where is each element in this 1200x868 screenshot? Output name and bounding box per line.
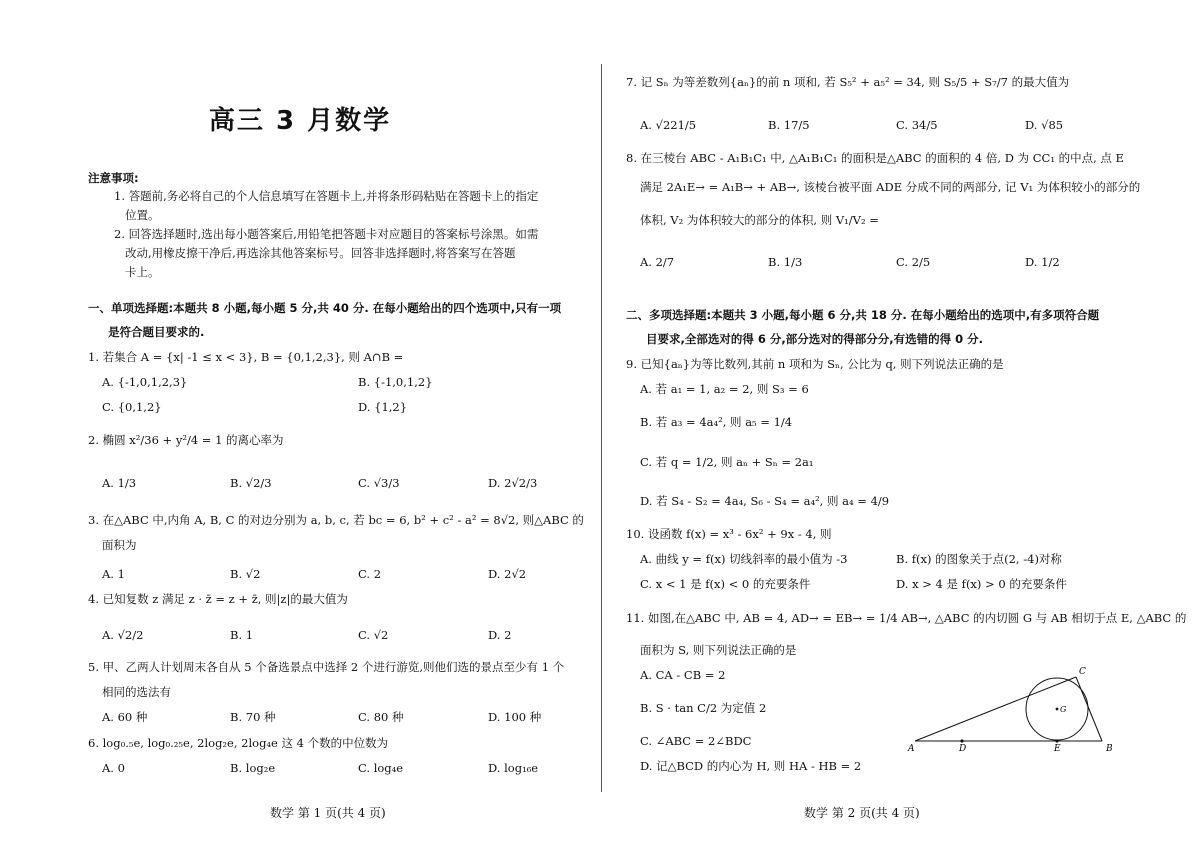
page-2 bbox=[604, 0, 1200, 868]
q8-stem-cont: 满足 2A₁E→ = A₁B→ + AB→, 该棱台被平面 ADE 分成不同的两部分, 记 V₁ 为体积较小的部分的 bbox=[640, 180, 1141, 194]
q8-option-a: A. 2/7 bbox=[640, 255, 675, 269]
section-1-header: 一、单项选择题:本题共 8 小题,每小题 5 分,共 40 分. 在每小题给出的四个选项中,只有一项 bbox=[88, 301, 562, 315]
q7-option-d: D. √85 bbox=[1025, 118, 1064, 132]
q6-option-c: C. log₄e bbox=[358, 761, 404, 775]
q7-option-a: A. √221/5 bbox=[640, 118, 697, 132]
q3-option-d: D. 2√2 bbox=[488, 567, 527, 581]
q5-option-c: C. 80 种 bbox=[358, 710, 404, 724]
q2-stem: 2. 椭圆 x²/36 + y²/4 = 1 的离心率为 bbox=[88, 433, 284, 447]
q2-option-a: A. 1/3 bbox=[102, 476, 137, 490]
page-divider bbox=[601, 64, 602, 792]
q3-option-a: A. 1 bbox=[102, 567, 125, 581]
notice-line: 位置。 bbox=[125, 208, 160, 222]
q6-option-a: A. 0 bbox=[102, 761, 125, 775]
exam-title: 高三 3 月数学 bbox=[208, 106, 392, 136]
q3-stem: 3. 在△ABC 中,内角 A, B, C 的对边分别为 a, b, c, 若 bc = 6, b² + c² - a² = 8√2, 则△ABC 的 bbox=[88, 513, 584, 527]
q5-stem: 5. 甲、乙两人计划周末各自从 5 个备选景点中选择 2 个进行游览,则他们选的景点至少有 1 个 bbox=[88, 660, 565, 674]
q1-option-c: C. {0,1,2} bbox=[102, 400, 162, 414]
q5-option-d: D. 100 种 bbox=[488, 710, 542, 724]
q9-option-d: D. 若 S₄ - S₂ = 4a₄, S₆ - S₄ = a₄², 则 a₄ = 4/9 bbox=[640, 494, 890, 508]
q11-option-d: D. 记△BCD 的内心为 H, 则 HA - HB = 2 bbox=[640, 759, 862, 773]
q2-option-b: B. √2/3 bbox=[230, 476, 272, 490]
q8-stem: 8. 在三棱台 ABC - A₁B₁C₁ 中, △A₁B₁C₁ 的面积是△ABC 的面积的 4 倍, D 为 CC₁ 的中点, 点 E bbox=[626, 151, 1124, 165]
q11-stem: 11. 如图,在△ABC 中, AB = 4, AD→ = EB→ = 1/4 AB→, △ABC 的内切圆 G 与 AB 相切于点 E, △ABC 的 bbox=[626, 611, 1187, 625]
q1-option-b: B. {-1,0,1,2} bbox=[358, 375, 433, 389]
q7-option-b: B. 17/5 bbox=[768, 118, 810, 132]
q4-option-d: D. 2 bbox=[488, 628, 512, 642]
q11-triangle-figure bbox=[904, 662, 1118, 754]
q6-stem: 6. log₀.₅e, log₀.₂₅e, 2log₂e, 2log₄e 这 4 个数的中位数为 bbox=[88, 736, 389, 750]
q9-option-b: B. 若 a₃ = 4a₄², 则 a₅ = 1/4 bbox=[640, 415, 793, 429]
q1-option-a: A. {-1,0,1,2,3} bbox=[102, 375, 188, 389]
q10-stem: 10. 设函数 f(x) = x³ - 6x² + 9x - 4, 则 bbox=[626, 527, 832, 541]
q1-stem: 1. 若集合 A = {x| -1 ≤ x < 3}, B = {0,1,2,3}, 则 A∩B = bbox=[88, 350, 404, 364]
q7-option-c: C. 34/5 bbox=[896, 118, 938, 132]
notice-line: 1. 答题前,务必将自己的个人信息填写在答题卡上,并将条形码粘贴在答题卡上的指定 bbox=[114, 189, 539, 203]
footer-page-1: 数学 第 1 页(共 4 页) bbox=[270, 806, 386, 820]
q8-stem-cont2: 体积, V₂ 为体积较大的部分的体积, 则 V₁/V₂ = bbox=[640, 213, 879, 227]
label-c: C bbox=[1079, 667, 1086, 677]
q11-option-c: C. ∠ABC = 2∠BDC bbox=[640, 734, 752, 748]
label-d: D bbox=[959, 744, 967, 754]
q9-option-c: C. 若 q = 1/2, 则 aₙ + Sₙ = 2a₁ bbox=[640, 455, 814, 469]
q5-stem-cont: 相同的选法有 bbox=[102, 685, 171, 699]
notice-line: 2. 回答选择题时,选出每小题答案后,用铅笔把答题卡对应题目的答案标号涂黑。如需 bbox=[114, 227, 539, 241]
q9-stem: 9. 已知{aₙ}为等比数列,其前 n 项和为 Sₙ, 公比为 q, 则下列说法正确的是 bbox=[626, 357, 1004, 371]
q6-option-d: D. log₁₆e bbox=[488, 761, 539, 775]
label-g: G bbox=[1060, 705, 1067, 714]
q11-option-a: A. CA - CB = 2 bbox=[640, 668, 726, 682]
label-e: E bbox=[1054, 744, 1061, 754]
q10-option-a: A. 曲线 y = f(x) 切线斜率的最小值为 -3 bbox=[640, 552, 848, 566]
notice-line: 卡上。 bbox=[125, 265, 160, 279]
q5-option-a: A. 60 种 bbox=[102, 710, 148, 724]
q6-option-b: B. log₂e bbox=[230, 761, 276, 775]
q10-option-d: D. x > 4 是 f(x) > 0 的充要条件 bbox=[896, 577, 1067, 591]
q4-option-a: A. √2/2 bbox=[102, 628, 144, 642]
q3-stem-cont: 面积为 bbox=[102, 538, 137, 552]
q8-option-d: D. 1/2 bbox=[1025, 255, 1060, 269]
q11-option-b: B. S · tan C/2 为定值 2 bbox=[640, 701, 767, 715]
q11-stem-cont: 面积为 S, 则下列说法正确的是 bbox=[640, 643, 797, 657]
label-b: B bbox=[1106, 744, 1113, 754]
q8-option-b: B. 1/3 bbox=[768, 255, 803, 269]
q3-option-c: C. 2 bbox=[358, 567, 382, 581]
section-2-header-cont: 目要求,全部选对的得 6 分,部分选对的得部分分,有选错的得 0 分. bbox=[646, 332, 983, 346]
footer-page-2: 数学 第 2 页(共 4 页) bbox=[804, 806, 920, 820]
q2-option-d: D. 2√2/3 bbox=[488, 476, 538, 490]
q1-option-d: D. {1,2} bbox=[358, 400, 408, 414]
q10-option-c: C. x < 1 是 f(x) < 0 的充要条件 bbox=[640, 577, 811, 591]
q4-option-c: C. √2 bbox=[358, 628, 389, 642]
q4-stem: 4. 已知复数 z 满足 z · z̄ = z + z̄, 则|z|的最大值为 bbox=[88, 592, 348, 606]
section-1-header-cont: 是符合题目要求的. bbox=[108, 325, 205, 339]
label-a: A bbox=[908, 744, 915, 754]
q7-stem: 7. 记 Sₙ 为等差数列{aₙ}的前 n 项和, 若 S₅² + a₅² = 34, 则 S₅/5 + S₇/7 的最大值为 bbox=[626, 75, 1070, 89]
notice-heading: 注意事项: bbox=[88, 171, 139, 185]
q9-option-a: A. 若 a₁ = 1, a₂ = 2, 则 S₃ = 6 bbox=[640, 382, 809, 396]
section-2-header: 二、多项选择题:本题共 3 小题,每小题 6 分,共 18 分. 在每小题给出的选项中,有多项符合题 bbox=[626, 308, 1100, 322]
q10-option-b: B. f(x) 的图象关于点(2, -4)对称 bbox=[896, 552, 1062, 566]
q4-option-b: B. 1 bbox=[230, 628, 254, 642]
q8-option-c: C. 2/5 bbox=[896, 255, 931, 269]
q3-option-b: B. √2 bbox=[230, 567, 261, 581]
q2-option-c: C. √3/3 bbox=[358, 476, 400, 490]
q5-option-b: B. 70 种 bbox=[230, 710, 276, 724]
notice-line: 改动,用橡皮擦干净后,再选涂其他答案标号。回答非选择题时,将答案写在答题 bbox=[125, 246, 516, 260]
